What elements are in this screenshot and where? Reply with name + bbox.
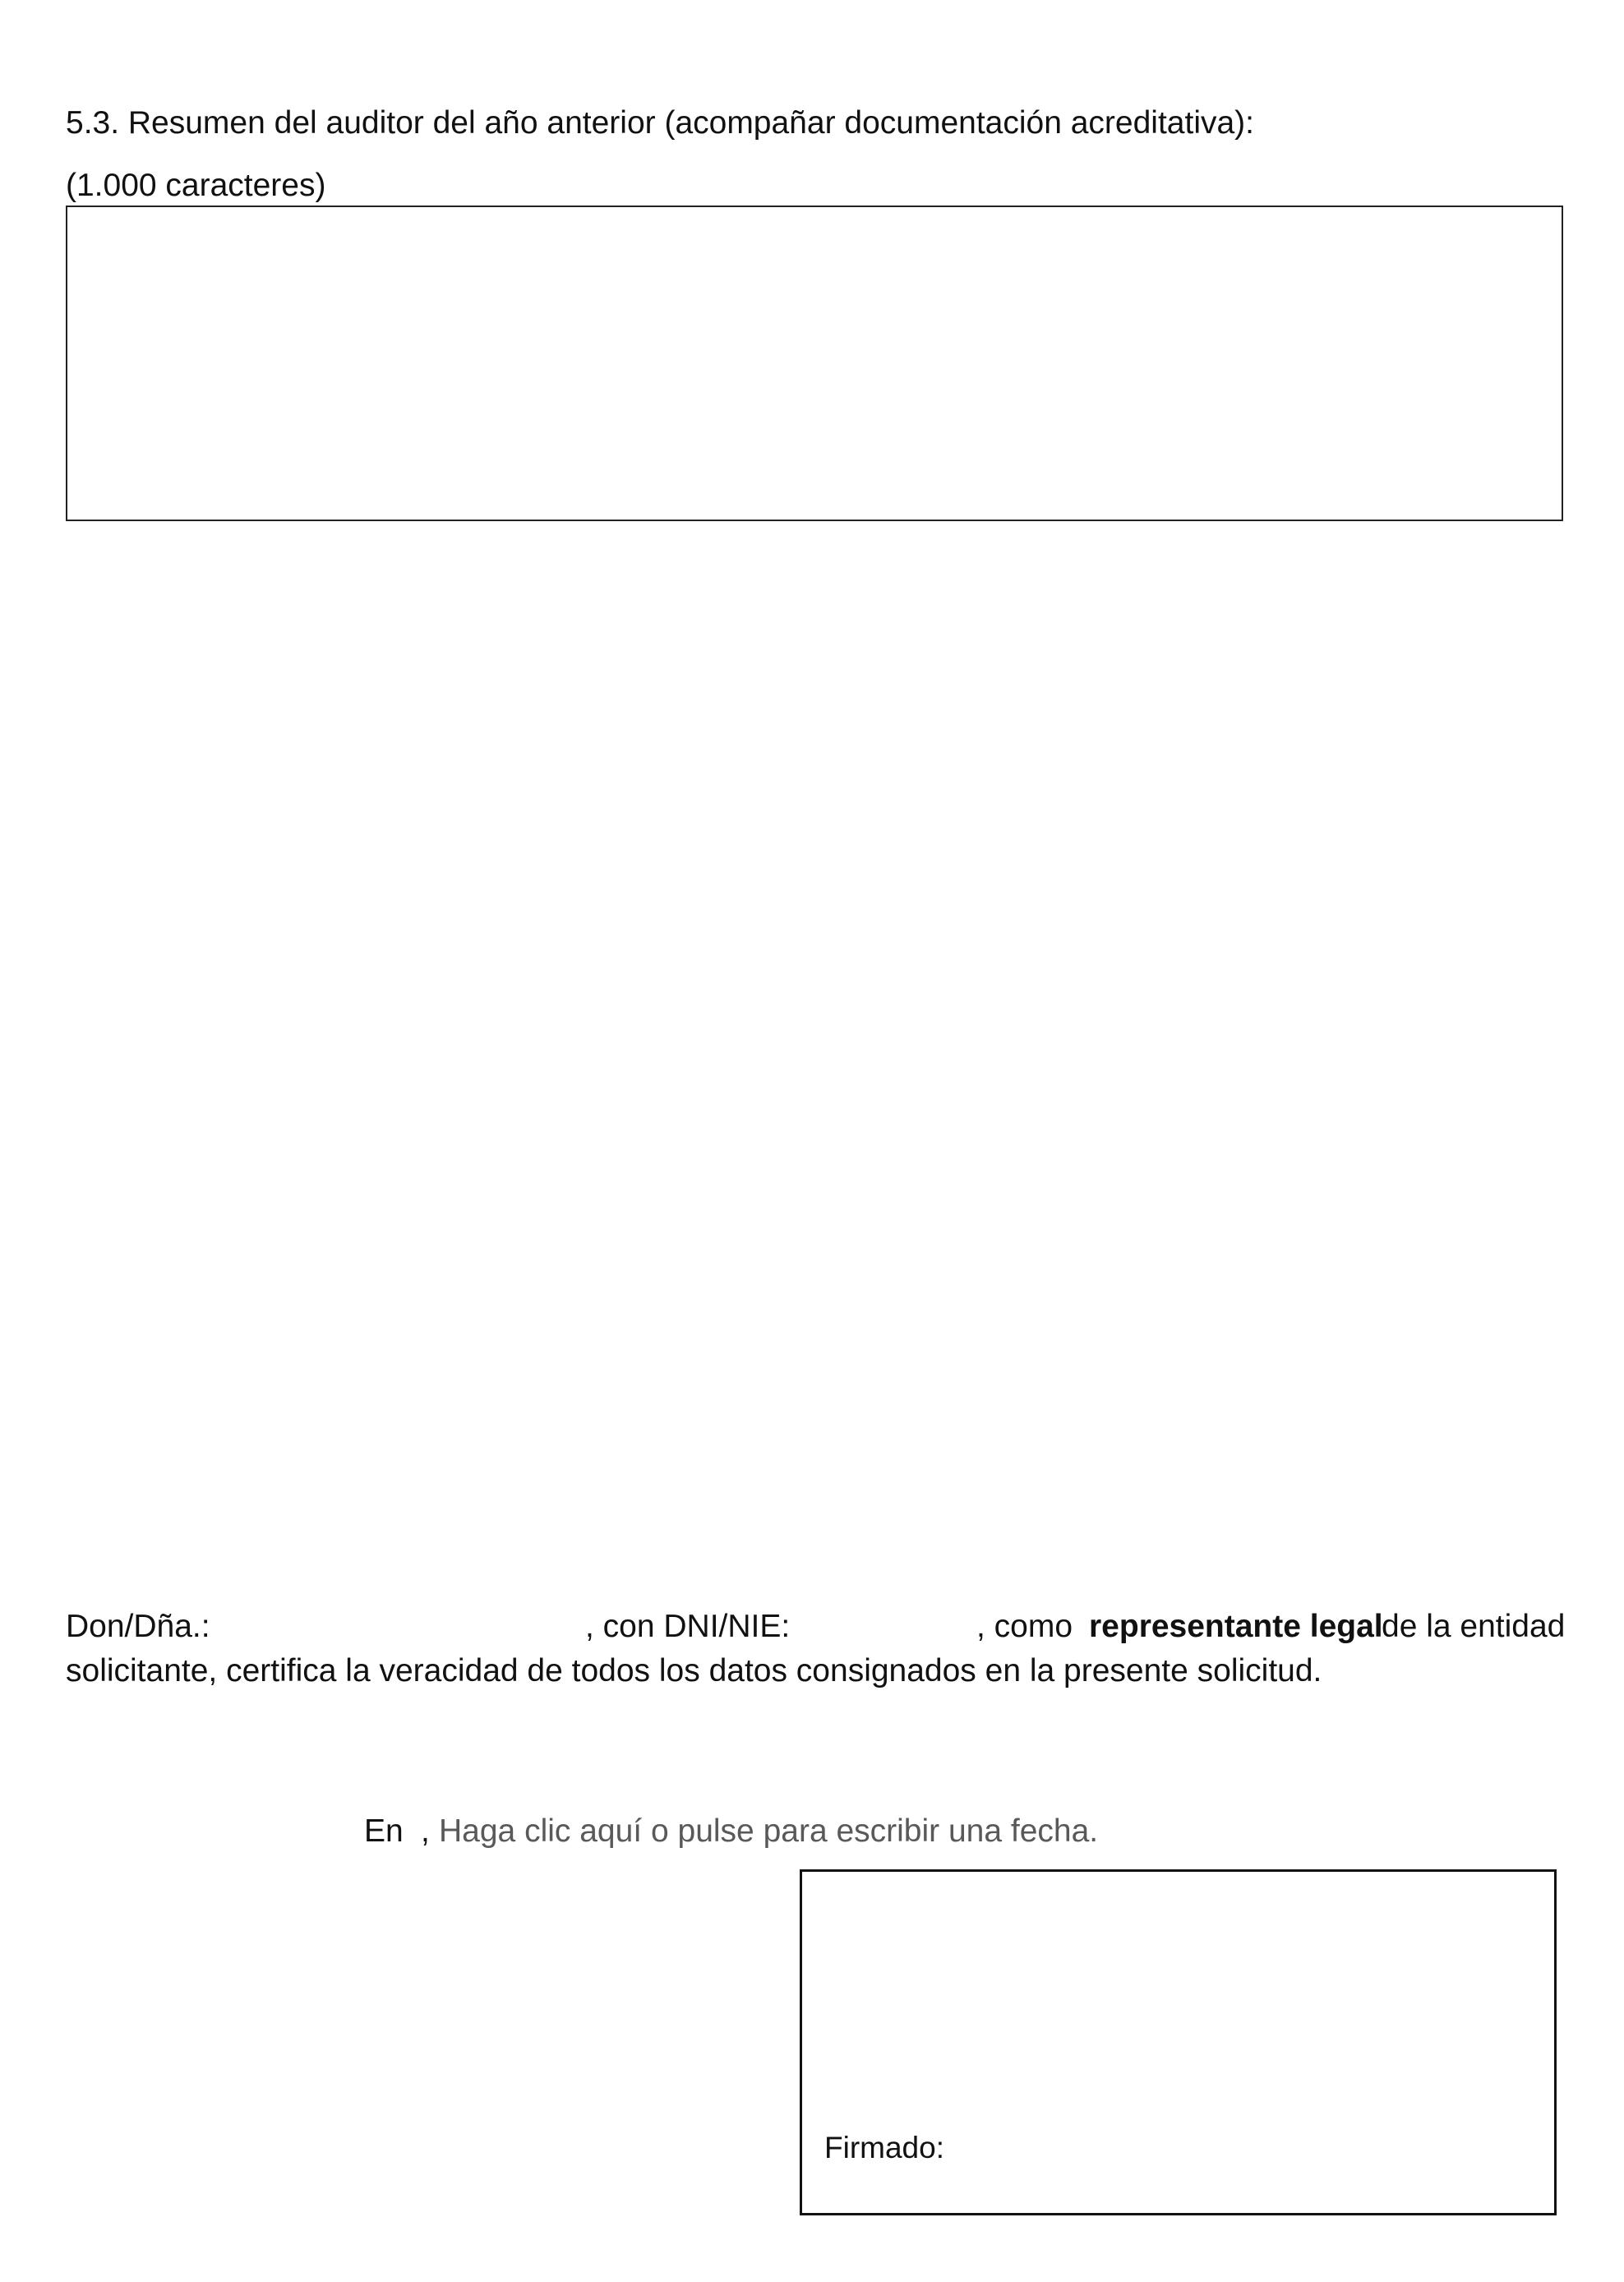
place-field[interactable]	[404, 1810, 421, 1853]
certification-statement-line2: solicitante, certifica la veracidad de todos los datos consignados en la presente solicitud.	[66, 1653, 1322, 1688]
certification-statement	[66, 1605, 1566, 1649]
section-heading: 5.3. Resumen del auditor del año anterior (acompañar documentación acreditativa):	[66, 105, 1254, 141]
entity-text: de la entidad	[1382, 1609, 1566, 1644]
legal-representative-text: representante legal	[1089, 1609, 1383, 1644]
auditor-summary-field[interactable]	[66, 206, 1563, 521]
name-field[interactable]	[210, 1605, 638, 1649]
place-comma: ,	[421, 1813, 430, 1849]
name-label: Don/Dña.:	[66, 1609, 210, 1644]
signed-label: Firmado:	[824, 2131, 944, 2164]
char-limit-note: (1.000 caracteres)	[66, 168, 326, 203]
place-label: En	[364, 1813, 404, 1849]
date-picker-field[interactable]: Haga clic aquí o pulse para escribir una fecha.	[439, 1813, 1099, 1849]
as-text: , como	[976, 1609, 1073, 1644]
dni-label: , con DNI/NIE:	[585, 1609, 791, 1644]
